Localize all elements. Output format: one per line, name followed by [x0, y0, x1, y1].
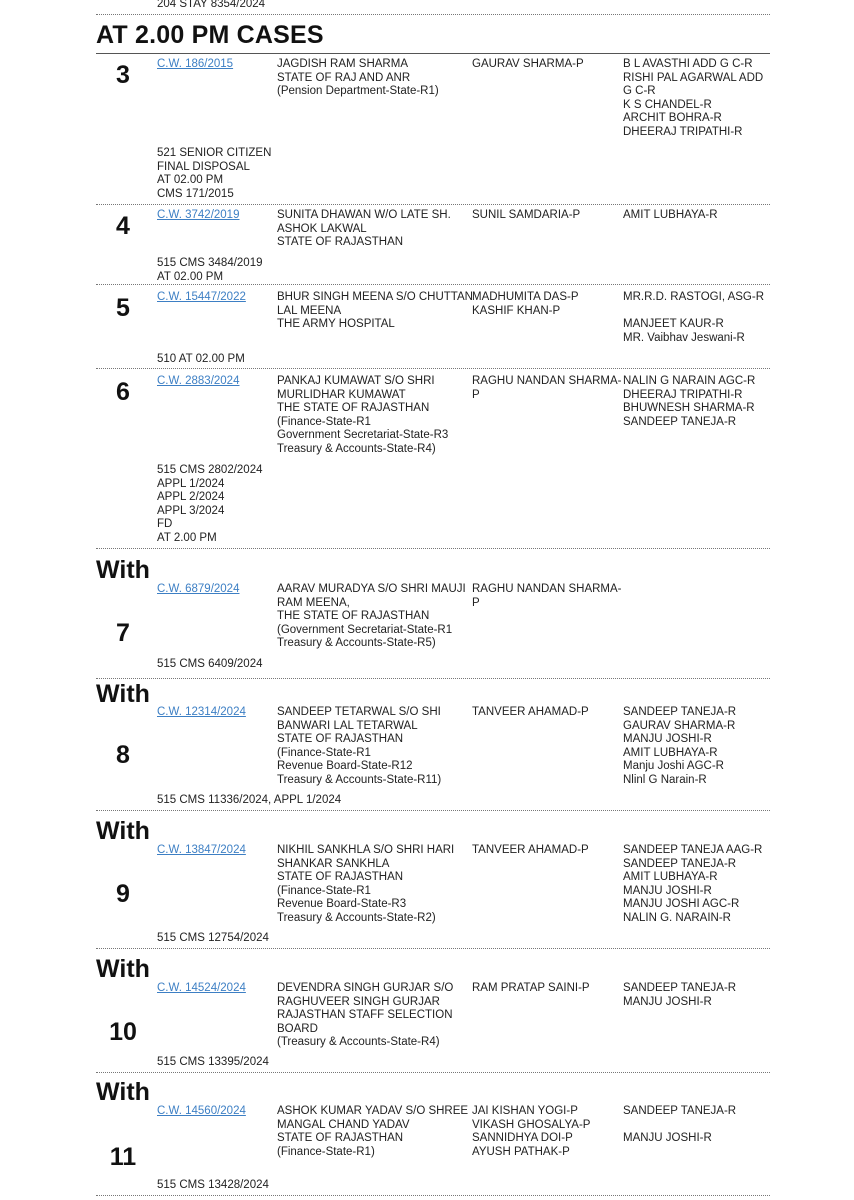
case-number-link[interactable]: C.W. 14524/2024	[157, 982, 246, 994]
text-line: SANDEEP TANEJA-R	[623, 706, 737, 718]
text-line: Treasury & Accounts-State-R4)	[277, 442, 436, 455]
text-line: MADHUMITA DAS-P	[472, 291, 579, 303]
case-serial-number: 3	[116, 61, 130, 89]
case-number-cell	[157, 844, 272, 858]
text-line: 515 CMS 12754/2024	[157, 932, 269, 944]
text-line: B L AVASTHI ADD G C-R	[623, 58, 753, 70]
text-line: RAGHU NANDAN SHARMA-	[472, 375, 622, 387]
text-line: RAM PRATAP SAINI-P	[472, 982, 590, 994]
case-remarks	[157, 932, 357, 946]
petitioner-advocates-cell	[472, 291, 620, 318]
petitioner-advocates-cell	[472, 375, 620, 402]
text-line: 515 CMS 2802/2024	[157, 464, 263, 476]
row-divider	[96, 810, 770, 811]
case-remarks	[157, 1179, 357, 1193]
text-line: NALIN G NARAIN AGC-R	[623, 375, 756, 387]
petitioner-advocates-cell	[472, 982, 620, 996]
case-number-link[interactable]: C.W. 15447/2022	[157, 291, 246, 303]
row-divider	[96, 368, 770, 369]
text-line: AT 02.00 PM	[157, 270, 224, 283]
text-line: GAURAV SHARMA-R	[623, 719, 736, 732]
text-line: DHEERAJ TRIPATHI-R	[623, 125, 743, 138]
text-line: FD	[157, 518, 173, 531]
text-line: SANDEEP TANEJA-R	[623, 1105, 737, 1117]
respondent-advocates-cell	[623, 58, 770, 140]
text-line: MR. Vaibhav Jeswani-R	[623, 331, 745, 344]
text-line: AT 2.00 PM	[157, 531, 217, 544]
text-line: GAURAV SHARMA-P	[472, 58, 584, 70]
case-number-link[interactable]: C.W. 13847/2024	[157, 844, 246, 856]
section-title: AT 2.00 PM CASES	[96, 21, 324, 49]
with-label: With	[96, 680, 150, 708]
text-line: 515 CMS 6409/2024	[157, 658, 263, 670]
text-line: BOARD	[277, 1022, 318, 1035]
respondent-advocates-cell	[623, 706, 770, 788]
respondent-advocates-cell	[623, 1105, 770, 1146]
petitioner-advocates-cell	[472, 58, 620, 72]
with-label: With	[96, 1078, 150, 1106]
text-line: SANDEEP TANEJA-R	[623, 415, 737, 428]
text-line: BHUWNESH SHARMA-R	[623, 402, 755, 415]
text-line: APPL 3/2024	[157, 504, 225, 517]
case-number-cell	[157, 375, 272, 389]
parties-cell	[277, 58, 469, 99]
text-line: SUNIL SAMDARIA-P	[472, 209, 581, 221]
petitioner-advocates-cell	[472, 706, 620, 720]
parties-cell	[277, 583, 469, 651]
text-line: Government Secretariat-State-R3	[277, 429, 449, 442]
text-line: DHEERAJ TRIPATHI-R	[623, 388, 743, 401]
text-line: 515 CMS 13428/2024	[157, 1179, 269, 1191]
case-remarks	[157, 1056, 357, 1070]
respondent-advocates-cell	[623, 375, 770, 429]
previous-case-remark: 204 STAY 8354/2024	[157, 0, 266, 10]
case-number-cell	[157, 583, 272, 597]
text-line: STATE OF RAJ AND ANR	[277, 71, 411, 84]
case-number-cell	[157, 209, 272, 223]
text-line: APPL 1/2024	[157, 477, 225, 490]
case-remarks	[157, 353, 357, 367]
text-line: AYUSH PATHAK-P	[472, 1145, 570, 1158]
petitioner-advocates-cell	[472, 583, 620, 610]
text-line: CMS 171/2015	[157, 187, 234, 200]
text-line: STATE OF RAJASTHAN	[277, 871, 404, 884]
text-line	[623, 1119, 770, 1133]
case-serial-number: 8	[116, 741, 130, 769]
text-line: Revenue Board-State-R3	[277, 898, 407, 911]
parties-cell	[277, 706, 469, 788]
text-line: AT 02.00 PM	[157, 174, 224, 187]
petitioner-advocates-cell	[472, 209, 620, 223]
respondent-advocates-cell	[623, 844, 770, 926]
parties-cell	[277, 982, 469, 1050]
case-serial-number: 5	[116, 294, 130, 322]
text-line: MANJU JOSHI AGC-R	[623, 898, 740, 911]
text-line: K S CHANDEL-R	[623, 98, 712, 111]
text-line: NIKHIL SANKHLA S/O SHRI HARI	[277, 844, 455, 856]
text-line: KASHIF KHAN-P	[472, 304, 561, 317]
divider	[96, 14, 770, 15]
text-line: RAM MEENA,	[277, 596, 350, 609]
parties-cell	[277, 1105, 469, 1159]
text-line: MANJU JOSHI-R	[623, 733, 712, 746]
case-serial-number: 9	[116, 880, 130, 908]
parties-cell	[277, 375, 469, 457]
text-line: 515 CMS 3484/2019	[157, 257, 263, 269]
parties-cell	[277, 209, 469, 250]
row-divider	[96, 678, 770, 679]
with-label: With	[96, 556, 150, 584]
case-number-cell	[157, 982, 272, 996]
case-number-cell	[157, 1105, 272, 1119]
text-line: SANDEEP TANEJA AAG-R	[623, 844, 763, 856]
text-line: (Pension Department-State-R1)	[277, 85, 439, 98]
text-line: SANNIDHYA DOI-P	[472, 1132, 573, 1145]
text-line: (Finance-State-R1	[277, 746, 371, 759]
with-label: With	[96, 955, 150, 983]
text-line: BHUR SINGH MEENA S/O CHUTTAN	[277, 291, 473, 303]
case-number-cell	[157, 58, 272, 72]
row-divider	[96, 1195, 770, 1196]
text-line: BANWARI LAL TETARWAL	[277, 719, 418, 732]
text-line: SANDEEP TANEJA-R	[623, 982, 737, 994]
case-number-cell	[157, 291, 272, 305]
text-line: 510 AT 02.00 PM	[157, 353, 245, 365]
case-serial-number: 4	[116, 212, 130, 240]
petitioner-advocates-cell	[472, 844, 620, 858]
text-line: RISHI PAL AGARWAL ADD	[623, 71, 764, 84]
text-line: APPL 2/2024	[157, 491, 225, 504]
with-label: With	[96, 817, 150, 845]
case-remarks	[157, 147, 357, 201]
text-line: Treasury & Accounts-State-R11)	[277, 773, 442, 786]
text-line: AMIT LUBHAYA-R	[623, 871, 718, 884]
text-line: STATE OF RAJASTHAN	[277, 236, 404, 249]
text-line: THE STATE OF RAJASTHAN	[277, 402, 430, 415]
text-line: G C-R	[623, 85, 656, 98]
row-divider	[96, 548, 770, 549]
text-line: Treasury & Accounts-State-R5)	[277, 637, 436, 650]
text-line: TANVEER AHAMAD-P	[472, 706, 589, 718]
text-line: (Government Secretariat-State-R1	[277, 623, 453, 636]
case-number-link[interactable]: C.W. 2883/2024	[157, 375, 240, 387]
text-line: MANGAL CHAND YADAV	[277, 1118, 410, 1131]
text-line: Nlinl G Narain-R	[623, 773, 707, 786]
text-line: (Finance-State-R1	[277, 884, 371, 897]
petitioner-advocates-cell	[472, 1105, 620, 1159]
text-line: VIKASH GHOSALYA-P	[472, 1118, 591, 1131]
case-serial-number: 6	[116, 378, 130, 406]
text-line: STATE OF RAJASTHAN	[277, 733, 404, 746]
text-line: (Treasury & Accounts-State-R4)	[277, 1036, 440, 1049]
text-line: ASHOK KUMAR YADAV S/O SHREE	[277, 1105, 469, 1117]
text-line: RAJASTHAN STAFF SELECTION	[277, 1009, 453, 1022]
case-number-link[interactable]: C.W. 3742/2019	[157, 209, 240, 221]
text-line: AMIT LUBHAYA-R	[623, 209, 718, 221]
row-divider	[96, 204, 770, 205]
text-line: JAGDISH RAM SHARMA	[277, 58, 408, 70]
parties-cell	[277, 844, 469, 926]
case-remarks	[157, 464, 357, 546]
text-line: P	[472, 596, 480, 609]
case-number-cell	[157, 706, 272, 720]
text-line: Treasury & Accounts-State-R2)	[277, 911, 436, 924]
text-line: NALIN G. NARAIN-R	[623, 911, 731, 924]
text-line	[623, 305, 770, 319]
text-line: SANDEEP TETARWAL S/O SHI	[277, 706, 441, 718]
case-serial-number: 10	[109, 1018, 137, 1046]
text-line: JAI KISHAN YOGI-P	[472, 1105, 578, 1117]
text-line: STATE OF RAJASTHAN	[277, 1132, 404, 1145]
case-remarks	[157, 794, 357, 808]
case-remarks	[157, 658, 357, 672]
text-line: MANJU JOSHI-R	[623, 884, 712, 897]
text-line: AARAV MURADYA S/O SHRI MAUJI	[277, 583, 466, 595]
text-line: MANJU JOSHI-R	[623, 995, 712, 1008]
row-divider	[96, 948, 770, 949]
text-line: MANJU JOSHI-R	[623, 1132, 712, 1145]
row-divider	[96, 1072, 770, 1073]
text-line: (Finance-State-R1	[277, 415, 371, 428]
text-line: (Finance-State-R1)	[277, 1145, 375, 1158]
text-line: ARCHIT BOHRA-R	[623, 112, 722, 125]
respondent-advocates-cell	[623, 982, 770, 1009]
text-line: RAGHUVEER SINGH GURJAR	[277, 995, 440, 1008]
section-divider	[96, 53, 770, 54]
case-number-link[interactable]: C.W. 186/2015	[157, 58, 234, 70]
respondent-advocates-cell	[623, 291, 770, 345]
text-line: SHANKAR SANKHLA	[277, 857, 390, 870]
text-line: MURLIDHAR KUMAWAT	[277, 388, 406, 401]
respondent-advocates-cell	[623, 209, 770, 223]
case-number-link[interactable]: C.W. 12314/2024	[157, 706, 246, 718]
text-line: Revenue Board-State-R12	[277, 760, 413, 773]
text-line: THE STATE OF RAJASTHAN	[277, 610, 430, 623]
text-line: RAGHU NANDAN SHARMA-	[472, 583, 622, 595]
text-line: 515 CMS 13395/2024	[157, 1056, 269, 1068]
text-line: 515 CMS 11336/2024, APPL 1/2024	[157, 794, 342, 806]
parties-cell	[277, 291, 473, 332]
text-line: TANVEER AHAMAD-P	[472, 844, 589, 856]
text-line: ASHOK LAKWAL	[277, 222, 367, 235]
text-line: LAL MEENA	[277, 304, 342, 317]
text-line: 521 SENIOR CITIZEN	[157, 147, 272, 159]
text-line: THE ARMY HOSPITAL	[277, 318, 395, 331]
text-line: P	[472, 388, 480, 401]
text-line: AMIT LUBHAYA-R	[623, 746, 718, 759]
text-line: DEVENDRA SINGH GURJAR S/O	[277, 982, 454, 994]
case-number-link[interactable]: C.W. 14560/2024	[157, 1105, 246, 1117]
text-line: FINAL DISPOSAL	[157, 160, 250, 173]
case-serial-number: 7	[116, 619, 130, 647]
case-remarks	[157, 257, 357, 284]
text-line: SANDEEP TANEJA-R	[623, 857, 737, 870]
case-serial-number: 11	[109, 1143, 137, 1171]
row-divider	[96, 284, 770, 285]
text-line: MR.R.D. RASTOGI, ASG-R	[623, 291, 764, 303]
text-line: SUNITA DHAWAN W/O LATE SH.	[277, 209, 451, 221]
case-number-link[interactable]: C.W. 6879/2024	[157, 583, 240, 595]
text-line: MANJEET KAUR-R	[623, 318, 724, 331]
text-line: Manju Joshi AGC-R	[623, 760, 724, 773]
text-line: PANKAJ KUMAWAT S/O SHRI	[277, 375, 435, 387]
